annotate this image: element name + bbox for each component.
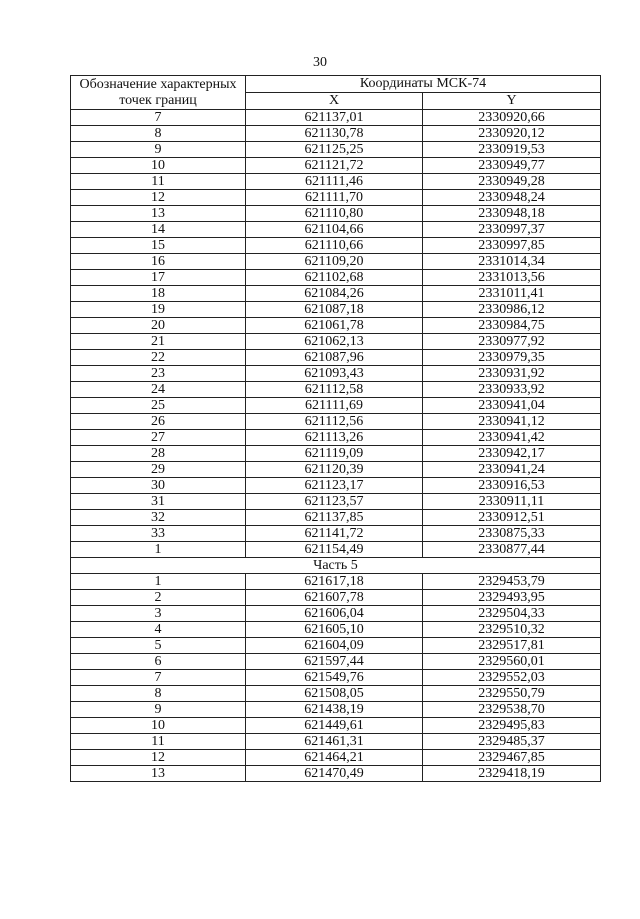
point-cell: 28 — [71, 446, 246, 462]
table-row — [71, 478, 601, 494]
y-cell: 2329538,70 — [423, 702, 601, 718]
x-cell: 621449,61 — [246, 718, 423, 734]
y-cell: 2329453,79 — [423, 574, 601, 590]
y-cell: 2330942,17 — [423, 446, 601, 462]
x-cell: 621137,01 — [246, 110, 423, 126]
coordinates-table — [70, 75, 601, 782]
section-label: Часть 5 — [71, 558, 601, 574]
point-cell: 7 — [71, 110, 246, 126]
y-cell: 2330984,75 — [423, 318, 601, 334]
table-row — [71, 110, 601, 126]
table-row — [71, 222, 601, 238]
table-row — [71, 206, 601, 222]
point-cell: 12 — [71, 190, 246, 206]
point-cell: 13 — [71, 206, 246, 222]
table-row — [71, 318, 601, 334]
header-point-designation: Обозначение характерных точек границ — [71, 76, 246, 110]
x-cell: 621110,80 — [246, 206, 423, 222]
table-row — [71, 670, 601, 686]
point-cell: 2 — [71, 590, 246, 606]
point-cell: 11 — [71, 734, 246, 750]
point-cell: 11 — [71, 174, 246, 190]
y-cell: 2330931,92 — [423, 366, 601, 382]
table-row — [71, 494, 601, 510]
y-cell: 2330979,35 — [423, 350, 601, 366]
point-cell: 10 — [71, 158, 246, 174]
y-cell: 2330877,44 — [423, 542, 601, 558]
point-cell: 25 — [71, 398, 246, 414]
page-number: 30 — [313, 55, 327, 70]
point-cell: 30 — [71, 478, 246, 494]
y-cell: 2330920,12 — [423, 126, 601, 142]
x-cell: 621464,21 — [246, 750, 423, 766]
x-cell: 621112,56 — [246, 414, 423, 430]
x-cell: 621438,19 — [246, 702, 423, 718]
x-cell: 621605,10 — [246, 622, 423, 638]
y-cell: 2330986,12 — [423, 302, 601, 318]
point-cell: 8 — [71, 686, 246, 702]
point-cell: 31 — [71, 494, 246, 510]
y-cell: 2329550,79 — [423, 686, 601, 702]
table-row — [71, 638, 601, 654]
table-row — [71, 366, 601, 382]
x-cell: 621470,49 — [246, 766, 423, 782]
x-cell: 621125,25 — [246, 142, 423, 158]
point-cell: 20 — [71, 318, 246, 334]
table-row — [71, 174, 601, 190]
x-cell: 621113,26 — [246, 430, 423, 446]
table-row — [71, 414, 601, 430]
table-row — [71, 446, 601, 462]
x-cell: 621087,96 — [246, 350, 423, 366]
y-cell: 2329552,03 — [423, 670, 601, 686]
y-cell: 2330949,77 — [423, 158, 601, 174]
point-cell: 17 — [71, 270, 246, 286]
point-cell: 26 — [71, 414, 246, 430]
y-cell: 2330997,37 — [423, 222, 601, 238]
x-cell: 621102,68 — [246, 270, 423, 286]
x-cell: 621112,58 — [246, 382, 423, 398]
table-row — [71, 398, 601, 414]
table-row — [71, 734, 601, 750]
table-row — [71, 702, 601, 718]
x-cell: 621597,44 — [246, 654, 423, 670]
point-cell: 4 — [71, 622, 246, 638]
y-cell: 2330941,12 — [423, 414, 601, 430]
table-row — [71, 286, 601, 302]
y-cell: 2329560,01 — [423, 654, 601, 670]
x-cell: 621062,13 — [246, 334, 423, 350]
table-row — [71, 462, 601, 478]
x-cell: 621606,04 — [246, 606, 423, 622]
header-x: X — [246, 93, 423, 110]
table-row — [71, 574, 601, 590]
table-row — [71, 622, 601, 638]
x-cell: 621508,05 — [246, 686, 423, 702]
y-cell: 2329504,33 — [423, 606, 601, 622]
y-cell: 2331014,34 — [423, 254, 601, 270]
table-row — [71, 606, 601, 622]
x-cell: 621061,78 — [246, 318, 423, 334]
x-cell: 621087,18 — [246, 302, 423, 318]
point-cell: 24 — [71, 382, 246, 398]
y-cell: 2330933,92 — [423, 382, 601, 398]
x-cell: 621111,70 — [246, 190, 423, 206]
point-cell: 1 — [71, 574, 246, 590]
x-cell: 621607,78 — [246, 590, 423, 606]
x-cell: 621093,43 — [246, 366, 423, 382]
y-cell: 2331011,41 — [423, 286, 601, 302]
section-row — [71, 558, 601, 574]
point-cell: 19 — [71, 302, 246, 318]
rows-part-b — [71, 574, 601, 782]
point-cell: 32 — [71, 510, 246, 526]
rows-part-a — [71, 110, 601, 558]
point-cell: 7 — [71, 670, 246, 686]
header-row-top — [71, 76, 601, 93]
y-cell: 2330948,24 — [423, 190, 601, 206]
point-cell: 13 — [71, 766, 246, 782]
point-cell: 3 — [71, 606, 246, 622]
y-cell: 2330941,24 — [423, 462, 601, 478]
y-cell: 2330941,42 — [423, 430, 601, 446]
point-cell: 27 — [71, 430, 246, 446]
x-cell: 621604,09 — [246, 638, 423, 654]
point-cell: 33 — [71, 526, 246, 542]
table-row — [71, 510, 601, 526]
y-cell: 2330916,53 — [423, 478, 601, 494]
x-cell: 621123,17 — [246, 478, 423, 494]
x-cell: 621123,57 — [246, 494, 423, 510]
x-cell: 621141,72 — [246, 526, 423, 542]
table-row — [71, 590, 601, 606]
header-coords-title: Координаты МСК-74 — [246, 76, 601, 93]
x-cell: 621111,69 — [246, 398, 423, 414]
x-cell: 621137,85 — [246, 510, 423, 526]
table-row — [71, 254, 601, 270]
section-part-5 — [71, 558, 601, 574]
y-cell: 2330912,51 — [423, 510, 601, 526]
y-cell: 2329517,81 — [423, 638, 601, 654]
x-cell: 621461,31 — [246, 734, 423, 750]
table-row — [71, 542, 601, 558]
table-row — [71, 350, 601, 366]
point-cell: 21 — [71, 334, 246, 350]
x-cell: 621121,72 — [246, 158, 423, 174]
y-cell: 2329467,85 — [423, 750, 601, 766]
y-cell: 2330977,92 — [423, 334, 601, 350]
y-cell: 2329485,37 — [423, 734, 601, 750]
table-row — [71, 686, 601, 702]
y-cell: 2331013,56 — [423, 270, 601, 286]
point-cell: 9 — [71, 702, 246, 718]
point-cell: 1 — [71, 542, 246, 558]
point-cell: 15 — [71, 238, 246, 254]
x-cell: 621130,78 — [246, 126, 423, 142]
header-y: Y — [423, 93, 601, 110]
table-row — [71, 126, 601, 142]
x-cell: 621549,76 — [246, 670, 423, 686]
table-row — [71, 270, 601, 286]
table-row — [71, 238, 601, 254]
y-cell: 2330948,18 — [423, 206, 601, 222]
point-cell: 10 — [71, 718, 246, 734]
y-cell: 2330911,11 — [423, 494, 601, 510]
table-row — [71, 750, 601, 766]
point-cell: 18 — [71, 286, 246, 302]
point-cell: 12 — [71, 750, 246, 766]
table-row — [71, 766, 601, 782]
table-row — [71, 142, 601, 158]
y-cell: 2329493,95 — [423, 590, 601, 606]
x-cell: 621084,26 — [246, 286, 423, 302]
table-row — [71, 334, 601, 350]
y-cell: 2330941,04 — [423, 398, 601, 414]
x-cell: 621109,20 — [246, 254, 423, 270]
x-cell: 621111,46 — [246, 174, 423, 190]
table-row — [71, 190, 601, 206]
point-cell: 6 — [71, 654, 246, 670]
point-cell: 5 — [71, 638, 246, 654]
x-cell: 621110,66 — [246, 238, 423, 254]
table-row — [71, 526, 601, 542]
y-cell: 2329510,32 — [423, 622, 601, 638]
point-cell: 14 — [71, 222, 246, 238]
x-cell: 621119,09 — [246, 446, 423, 462]
y-cell: 2330919,53 — [423, 142, 601, 158]
y-cell: 2329495,83 — [423, 718, 601, 734]
point-cell: 22 — [71, 350, 246, 366]
x-cell: 621154,49 — [246, 542, 423, 558]
table-row — [71, 302, 601, 318]
y-cell: 2330920,66 — [423, 110, 601, 126]
point-cell: 9 — [71, 142, 246, 158]
point-cell: 23 — [71, 366, 246, 382]
point-cell: 16 — [71, 254, 246, 270]
y-cell: 2329418,19 — [423, 766, 601, 782]
y-cell: 2330875,33 — [423, 526, 601, 542]
y-cell: 2330997,85 — [423, 238, 601, 254]
x-cell: 621617,18 — [246, 574, 423, 590]
point-cell: 8 — [71, 126, 246, 142]
table-row — [71, 382, 601, 398]
table-row — [71, 158, 601, 174]
y-cell: 2330949,28 — [423, 174, 601, 190]
x-cell: 621120,39 — [246, 462, 423, 478]
table-row — [71, 718, 601, 734]
x-cell: 621104,66 — [246, 222, 423, 238]
table-row — [71, 430, 601, 446]
table-row — [71, 654, 601, 670]
point-cell: 29 — [71, 462, 246, 478]
